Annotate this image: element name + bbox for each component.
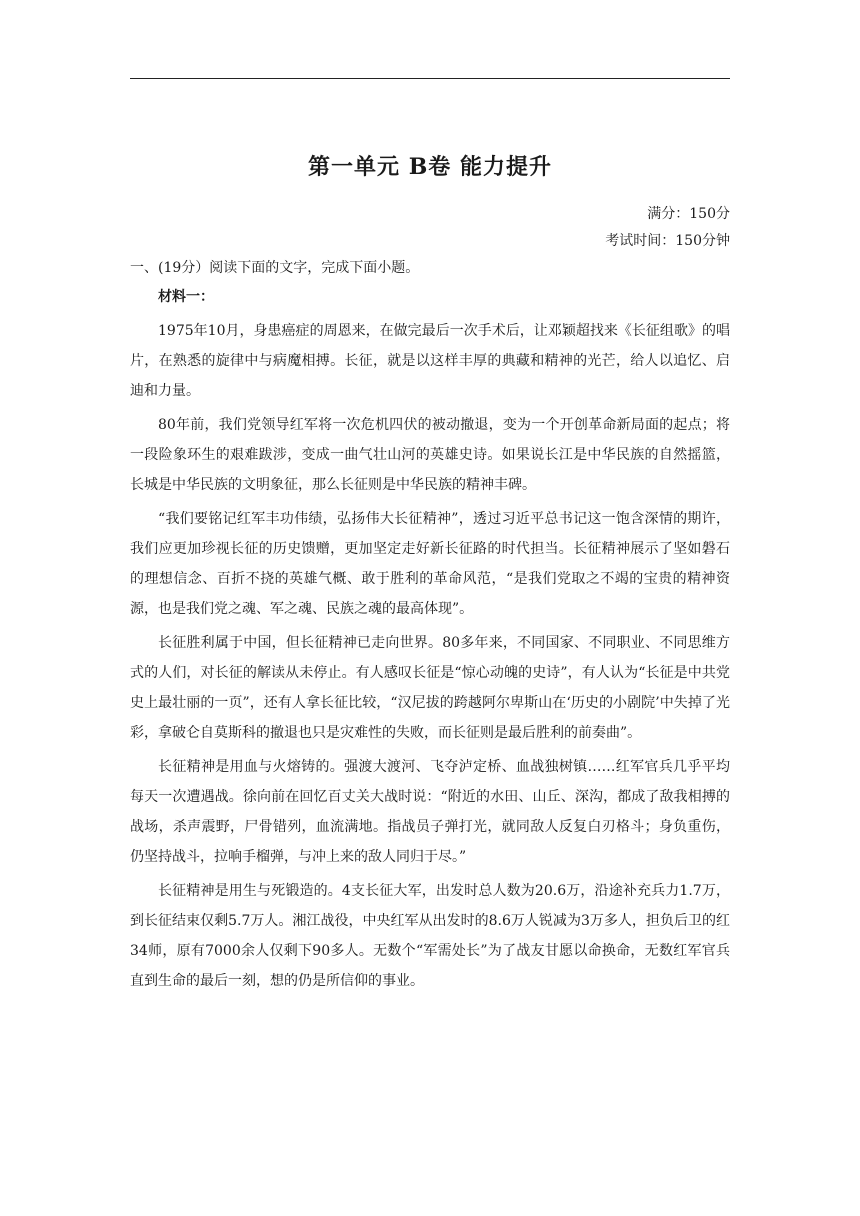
material-heading: 材料一：	[158, 289, 214, 305]
material-paragraph: 长征精神是用生与死锻造的。4支长征大军，出发时总人数为20.6万，沿途补充兵力1.7万，到长征结束仅剩5.7万人。湘江战役，中央红军从出发时的8.6万人锐减为3万多人，担负后卫的红34师，原有7000余人仅剩下90多人。无数个“军需处长”为了战友甘愿以命换命，无数红军官兵直到生命的最后一刻，想的仍是所信仰的事业。	[130, 883, 730, 989]
full-score-label: 满分：150分	[647, 206, 730, 222]
material-paragraph: “我们要铭记红军丰功伟绩，弘扬伟大长征精神”，透过习近平总书记这一饱含深情的期许，我们应更加珍视长征的历史馈赠，更加坚定走好新长征路的时代担当。长征精神展示了坚如磐石的理想信念、百折不挠的英雄气概、敢于胜利的革命风范，“是我们党取之不竭的宝贵的精神资源，也是我们党之魂、军之魂、民族之魂的最高体现”。	[130, 511, 730, 617]
header-rule	[130, 78, 730, 79]
reading-material	[130, 282, 730, 1000]
material-paragraph: 长征精神是用血与火熔铸的。强渡大渡河、飞夺泸定桥、血战独树镇……红军官兵几乎平均每天一次遭遇战。徐向前在回忆百丈关大战时说：“附近的水田、山丘、深沟，都成了敌我相搏的战场，杀声震野，尸骨错列，血流满地。指战员子弹打光，就同敌人反复白刃格斗；身负重伤，仍坚持战斗，拉响手榴弹，与冲上来的敌人同归于尽。”	[130, 759, 730, 865]
question-intro: 一、(19分）阅读下面的文字，完成下面小题。	[130, 260, 420, 276]
material-paragraph: 1975年10月，身患癌症的周恩来，在做完最后一次手术后，让邓颖超找来《长征组歌》的唱片，在熟悉的旋律中与病魔相搏。长征，就是以这样丰厚的典藏和精神的光芒，给人以追忆、启迪和力量。	[130, 323, 730, 399]
exam-time-label: 考试时间：150分钟	[605, 233, 730, 249]
page-title: 第一单元 B卷 能力提升	[308, 154, 552, 180]
material-paragraph: 80年前，我们党领导红军将一次危机四伏的被动撤退，变为一个开创革命新局面的起点；将一段险象环生的艰难跋涉，变成一曲气壮山河的英雄史诗。如果说长江是中华民族的自然摇篮，长城是中华民族的文明象征，那么长征则是中华民族的精神丰碑。	[130, 417, 730, 493]
material-paragraph: 长征胜利属于中国，但长征精神已走向世界。80多年来，不同国家、不同职业、不同思维方式的人们，对长征的解读从未停止。有人感叹长征是“惊心动魄的史诗”，有人认为“长征是中共党史上最壮丽的一页”，还有人拿长征比较，“汉尼拔的跨越阿尔卑斯山在‘历史的小剧院’中失掉了光彩，拿破仑自莫斯科的撤退也只是灾难性的失败，而长征则是最后胜利的前奏曲”。	[130, 635, 730, 741]
